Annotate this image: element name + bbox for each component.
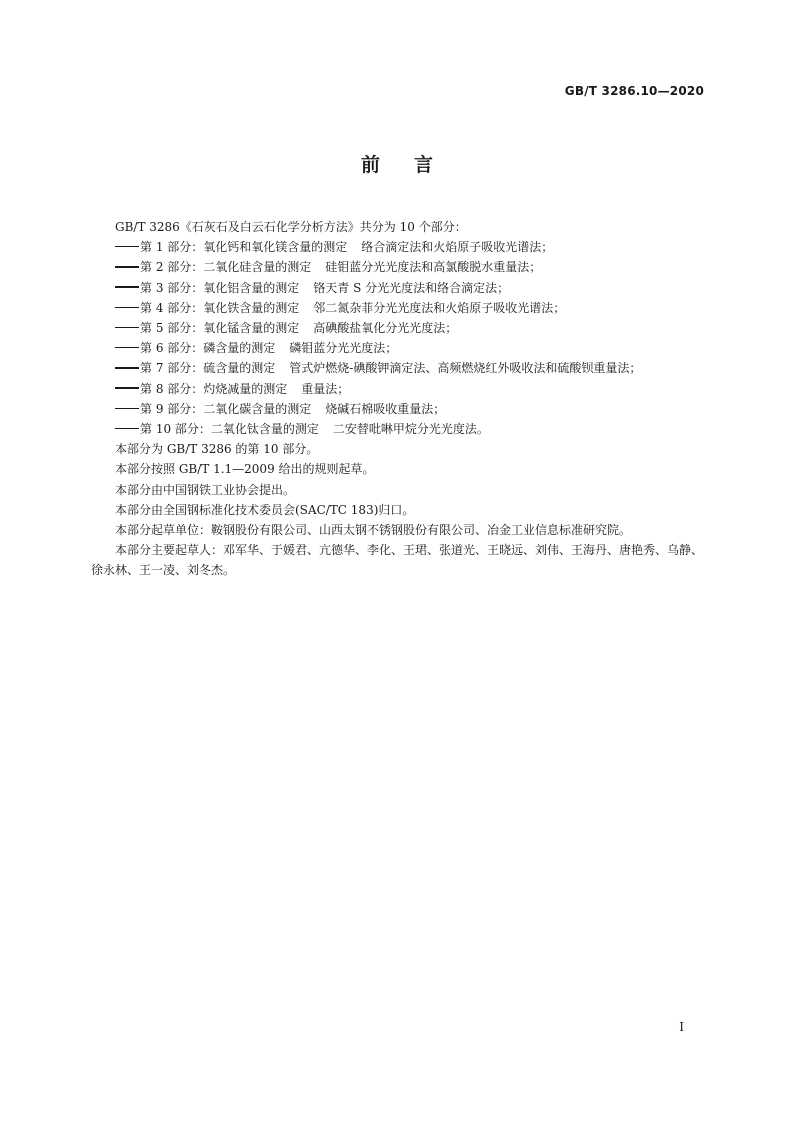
statement-part-number: 本部分为 GB/T 3286 的第 10 部分。 <box>115 442 319 457</box>
list-item: 第 1 部分：氧化钙和氧化镁含量的测定 络合滴定法和火焰原子吸收光谱法； <box>91 237 711 257</box>
dash-mark <box>115 286 139 288</box>
statement-technical-committee: 本部分由全国钢标准化技术委员会(SAC/TC 183)归口。 <box>115 502 415 517</box>
dash-mark <box>115 347 139 349</box>
dash-mark <box>115 246 139 248</box>
dash-mark <box>115 266 139 268</box>
list-item: 第 8 部分：灼烧减量的测定 重量法； <box>91 379 711 399</box>
intro-paragraph: GB/T 3286《石灰石及白云石化学分析方法》共分为 10 个部分： <box>115 220 467 234</box>
page-number: I <box>679 1020 684 1034</box>
list-item: 第 4 部分：氧化铁含量的测定 邻二氮杂菲分光光度法和火焰原子吸收光谱法； <box>91 298 711 318</box>
dash-mark <box>115 408 139 410</box>
statement-drafters: 本部分主要起草人：邓军华、于媛君、亢德华、李化、王珺、张道光、王晓远、刘伟、王海丹、唐艳秀、乌静、徐永林、王一凌、刘冬杰。 <box>91 543 704 578</box>
list-item: 第 2 部分：二氧化硅含量的测定 硅钼蓝分光光度法和高氯酸脱水重量法； <box>91 257 711 277</box>
foreword-body <box>91 217 711 581</box>
dash-mark <box>115 367 139 369</box>
list-item: 第 6 部分：磷含量的测定 磷钼蓝分光光度法； <box>91 338 711 358</box>
list-item: 第 5 部分：氧化锰含量的测定 高碘酸盐氧化分光光度法； <box>91 318 711 338</box>
page-title: 前言 <box>360 154 467 176</box>
statement-drafting-rules: 本部分按照 GB/T 1.1—2009 给出的规则起草。 <box>115 462 375 477</box>
statement-drafting-units: 本部分起草单位：鞍钢股份有限公司、山西太钢不锈钢股份有限公司、冶金工业信息标准研究院。 <box>115 523 632 538</box>
dash-mark <box>115 307 139 309</box>
standard-number: GB/T 3286.10—2020 <box>564 84 704 98</box>
list-item: 第 3 部分：氧化铝含量的测定 铬天青 S 分光光度法和络合滴定法； <box>91 278 711 298</box>
dash-mark <box>115 428 139 430</box>
dash-mark <box>115 327 139 329</box>
statement-proposer: 本部分由中国钢铁工业协会提出。 <box>115 482 296 497</box>
dash-mark <box>115 387 139 389</box>
list-item: 第 9 部分：二氧化碳含量的测定 烧碱石棉吸收重量法； <box>91 399 711 419</box>
list-item: 第 7 部分：硫含量的测定 管式炉燃烧-碘酸钾滴定法、高频燃烧红外吸收法和硫酸钡重量法； <box>91 358 711 378</box>
list-item: 第 10 部分：二氧化钛含量的测定 二安替吡啉甲烷分光光度法。 <box>91 419 711 439</box>
parts-list <box>91 237 711 439</box>
